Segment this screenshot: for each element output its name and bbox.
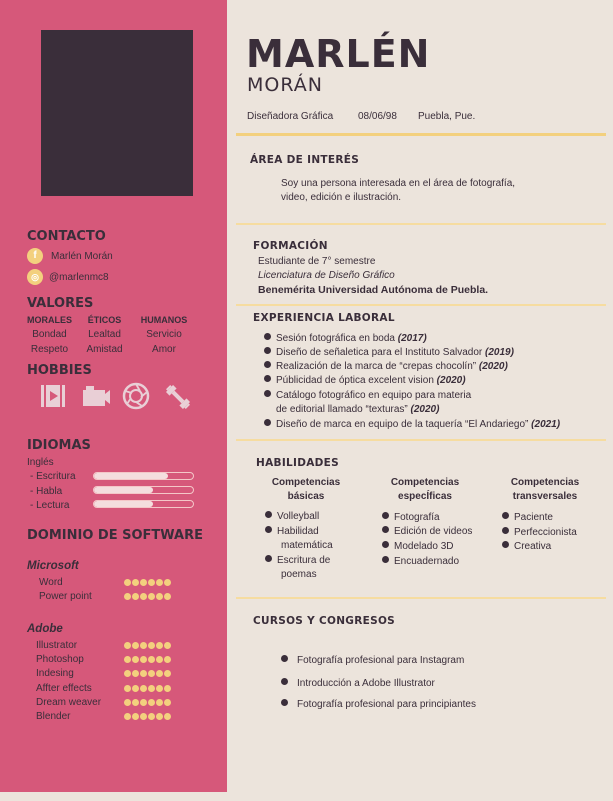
experience-item [264,419,560,430]
rating-dots [124,670,171,677]
rating-dot [140,699,147,706]
bullet [265,511,272,518]
course-text: Introducción a Adobe Illustrator [297,678,435,689]
rating-dot [132,685,139,692]
values-humanos-title: HUMANOS [140,315,188,325]
education-university: Benemérita Universidad Autónoma de Puebla. [258,284,489,296]
rating-dot [124,656,131,663]
interest-line: Soy una persona interesada en el área de fotografía, [281,178,516,189]
rating-dot [132,699,139,706]
rating-dot [132,593,139,600]
value-item: Servicio [146,329,182,340]
rating-dot [156,699,163,706]
course-item [281,678,435,689]
rating-dot [124,685,131,692]
software-name: Indesing [36,668,74,679]
course-item [281,655,464,666]
rating-dot [124,642,131,649]
title-line: Competencias [510,477,580,488]
contact-heading: CONTACTO [27,229,106,244]
value-item: Respeto [30,344,69,355]
skill-text: Escritura de [277,555,331,566]
video-icon [40,383,66,409]
experience-text: de editorial llamado “texturas” [276,404,408,415]
skill-item [382,556,459,567]
experience-year: (2020) [436,375,466,386]
rating-dot [140,593,147,600]
title-line: Competencias [390,477,460,488]
bullet [382,556,389,563]
rating-dot [132,713,139,720]
rating-dot [148,579,155,586]
value-item: Lealtad [88,329,121,340]
bullet [382,526,389,533]
value-item: Amistad [86,344,123,355]
skill-item [502,527,577,538]
facebook-icon: f [27,248,43,264]
bullet [264,333,271,340]
skills-column-title [258,476,354,504]
bullet [264,419,271,426]
bullet [264,361,271,368]
software-name: Power point [39,591,92,602]
rating-dot [164,685,171,692]
rating-dots [124,713,171,720]
rating-dot [124,670,131,677]
software-group-microsoft: Microsoft [27,560,79,572]
experience-year: (2020) [410,404,440,415]
bullet [502,527,509,534]
skill-item-continued: matemática [281,540,333,551]
rating-dot [132,656,139,663]
skill-text: Habilidad [277,526,319,537]
instagram-handle: @marlenmc8 [49,271,109,283]
bullet [264,347,271,354]
level-fill [94,473,168,479]
rating-dot [156,685,163,692]
bullet [281,699,288,706]
bullet [382,512,389,519]
rating-dots [124,579,171,586]
profile-photo [41,30,193,196]
skill-text: Fotografía [394,512,440,523]
experience-heading: EXPERIENCIA LABORAL [253,312,395,324]
rating-dot [148,656,155,663]
course-text: Fotografía profesional para Instagram [297,655,465,666]
experience-text: Diseño de señaletica para el Instituto Salvador [276,347,483,358]
course-item [281,699,476,710]
interest-line: video, edición e ilustración. [281,192,402,203]
rating-dots [124,685,171,692]
education-heading: FORMACIÓN [253,240,328,252]
experience-text: Sesión fotográfica en boda [276,333,395,344]
values-morales-title: MORALES [27,315,72,325]
rating-dot [164,642,171,649]
language-skill-label: - Escritura [30,471,76,482]
education-degree: Licenciatura de Diseño Gráfico [258,270,395,281]
facebook-link[interactable] [27,248,113,264]
rating-dot [148,713,155,720]
job-title: Diseñadora Gráfica [247,111,334,122]
dumbbell-icon [164,383,192,411]
level-fill [94,487,153,493]
rating-dots [124,656,171,663]
last-name: MORÁN [247,74,323,96]
skill-text: Encuadernado [394,556,460,567]
experience-item [264,390,471,401]
rating-dot [124,579,131,586]
rating-dot [124,699,131,706]
rating-dot [140,642,147,649]
rating-dot [140,656,147,663]
experience-text: Catálogo fotográfico en equipo para materia [276,390,472,401]
title-line: básicas [287,491,325,502]
experience-year: (2017) [397,333,427,344]
camera-icon [81,384,111,408]
skill-text: Creativa [514,541,552,552]
software-name: Photoshop [36,654,84,665]
title-line: especÍficas [398,491,452,502]
rating-dot [140,713,147,720]
skill-item [502,512,553,523]
bullet [502,512,509,519]
rating-dot [164,656,171,663]
reading-level-bar [93,500,194,508]
rating-dot [156,642,163,649]
language-name: Inglés [27,457,54,468]
experience-item-continued [276,404,439,415]
value-item: Bondad [32,329,67,340]
speaking-level-bar [93,486,194,494]
title-line: Competencias [271,477,341,488]
title-line: transversales [512,491,578,502]
rating-dots [124,593,171,600]
language-skill-label: - Lectura [30,500,70,511]
rating-dot [164,713,171,720]
skill-item [382,526,472,537]
bullet [265,526,272,533]
software-name: Affter effects [36,683,92,694]
rating-dot [164,670,171,677]
values-eticos-title: ÉTICOS [87,315,122,325]
experience-year: (2021) [531,419,561,430]
divider [236,304,606,306]
experience-year: (2019) [485,347,514,358]
bullet [281,678,288,685]
experience-item [264,375,466,386]
rating-dot [164,579,171,586]
rating-dot [132,670,139,677]
divider [236,223,606,225]
software-name: Dream weaver [36,697,102,708]
bullet [264,390,271,397]
experience-item [264,361,508,372]
rating-dot [148,593,155,600]
skill-text: Modelado 3D [394,541,454,552]
value-item: Amor [152,344,176,355]
skill-item-continued: poemas [281,569,317,580]
software-heading: DOMINIO DE SOFTWARE [27,528,203,543]
first-name: MARLÉN [246,32,431,76]
rating-dot [156,579,163,586]
rating-dot [124,593,131,600]
facebook-name: Marlén Morán [51,250,113,262]
skill-text: Perfeccionista [514,527,577,538]
rating-dot [140,579,147,586]
skill-text: Volleyball [277,511,320,522]
software-name: Word [39,577,63,588]
writing-level-bar [93,472,194,480]
skill-item [265,555,330,566]
skills-column-title [497,476,593,504]
software-name: Blender [36,711,71,722]
courses-heading: CURSOS Y CONGRESOS [253,615,396,627]
bullet [502,541,509,548]
rating-dot [148,670,155,677]
skill-item [265,511,319,522]
languages-heading: IDIOMAS [27,438,91,453]
education-semester: Estudiante de 7° semestre [258,256,376,267]
rating-dot [140,670,147,677]
rating-dot [132,579,139,586]
rating-dot [148,699,155,706]
experience-text: Públicidad de óptica excelent vision [276,375,434,386]
experience-item [264,333,427,344]
language-skill-label: - Habla [30,486,63,497]
skill-text: Paciente [514,512,553,523]
software-group-adobe: Adobe [27,623,63,635]
bullet [382,541,389,548]
bullet [281,655,288,662]
rating-dot [164,699,171,706]
skill-item [382,512,440,523]
instagram-icon: ◎ [27,269,43,285]
skill-item [502,541,551,552]
experience-text: Realización de la marca de “crepas chocolín” [276,361,477,372]
rating-dot [156,593,163,600]
skill-text: Edición de videos [394,526,473,537]
rating-dot [156,713,163,720]
bullet [264,375,271,382]
rating-dot [140,685,147,692]
hobbies-heading: HOBBIES [27,363,92,378]
aperture-icon [122,382,150,410]
divider [236,133,606,136]
rating-dots [124,699,171,706]
skill-item [382,541,453,552]
level-fill [94,501,153,507]
birth-date: 08/06/98 [358,111,397,122]
software-name: Illustrator [36,640,78,651]
instagram-link[interactable] [27,269,109,285]
skills-heading: HABILIDADES [256,457,340,469]
rating-dot [148,642,155,649]
rating-dot [124,713,131,720]
interest-heading: ÁREA DE INTERÉS [250,154,360,166]
experience-year: (2020) [478,361,508,372]
rating-dot [148,685,155,692]
course-text: Fotografía profesional para principiantes [297,699,476,710]
divider [236,597,606,599]
experience-text: Diseño de marca en equipo de la taquería “El Andariego” [276,419,529,430]
rating-dot [156,656,163,663]
values-heading: VALORES [27,296,94,311]
divider [236,439,606,441]
skills-column-title [377,476,473,504]
experience-item [264,347,514,358]
rating-dot [156,670,163,677]
rating-dot [164,593,171,600]
location: Puebla, Pue. [418,111,476,122]
rating-dot [132,642,139,649]
bullet [265,555,272,562]
skill-item [265,526,319,537]
rating-dots [124,642,171,649]
